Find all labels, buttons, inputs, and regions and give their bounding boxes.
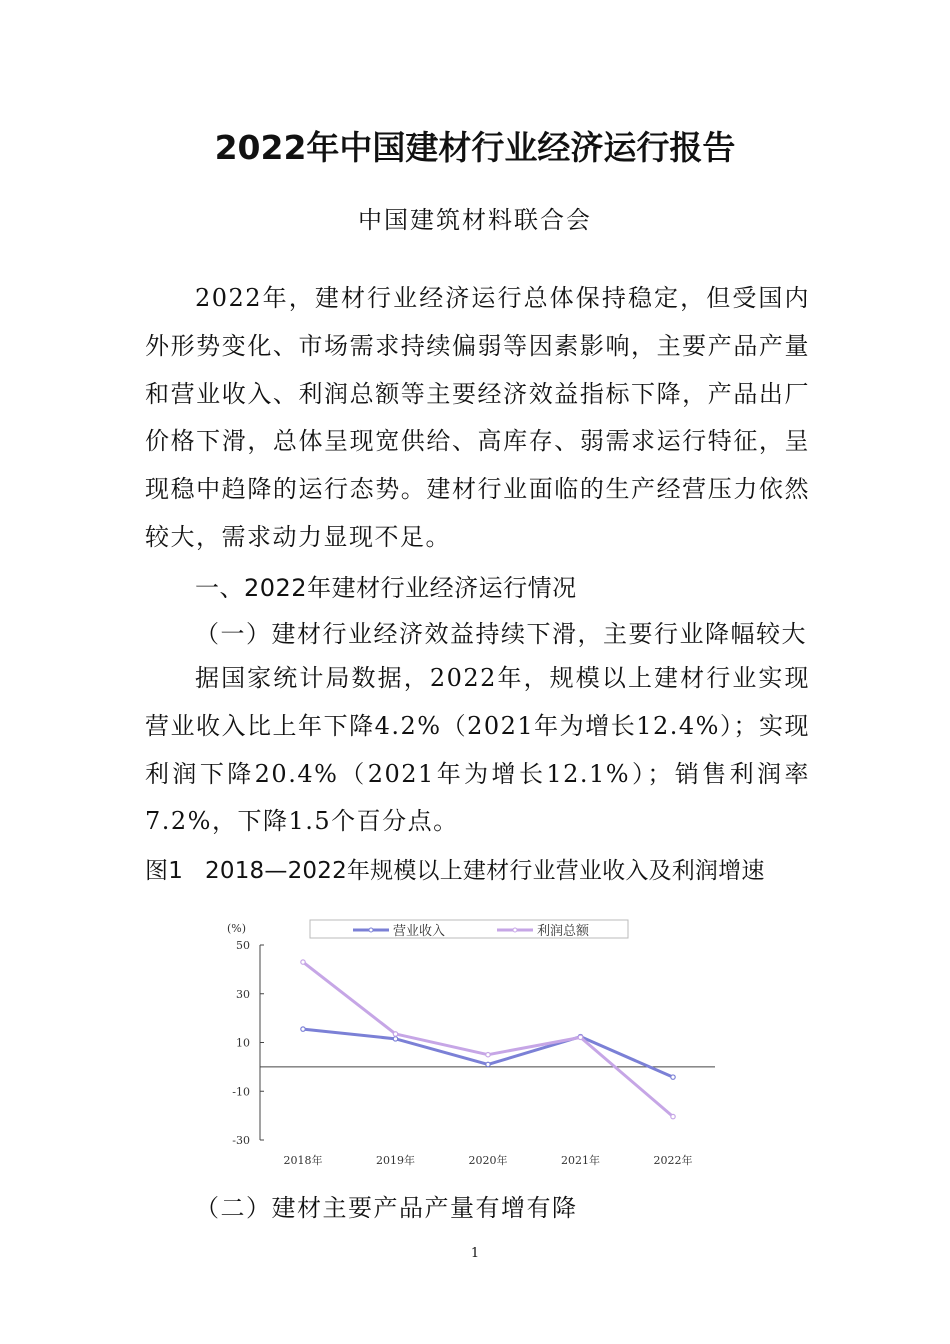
subsection-heading-2: （二）建材主要产品产量有增有降 xyxy=(195,1194,578,1222)
data-point xyxy=(671,1075,675,1079)
legend-label: 利润总额 xyxy=(537,924,590,939)
chart-axes xyxy=(232,939,715,1147)
subsection-heading: （一）建材行业经济效益持续下滑，主要行业降幅较大 xyxy=(195,620,807,648)
figure-number: 图1 xyxy=(145,858,184,884)
y-tick-label: 30 xyxy=(236,987,250,1001)
legend-marker xyxy=(369,928,373,932)
subsection-paragraph: 据国家统计局数据，2022年，规模以上建材行业实现营业收入比上年下降4.2%（2021年为增长12.4%）；实现利润下降20.4%（2021年为增长12.1%）；销售利润率7.2%，下降1.5个百分点。 xyxy=(145,664,810,836)
y-tick-label: -30 xyxy=(232,1134,250,1147)
data-point xyxy=(578,1035,582,1039)
section-heading: 一、2022年建材行业经济运行情况 xyxy=(195,574,577,602)
y-tick-label: 10 xyxy=(236,1036,250,1050)
series-line-2 xyxy=(303,962,673,1117)
chart-canvas xyxy=(215,910,715,1175)
data-point xyxy=(393,1032,397,1036)
data-point xyxy=(486,1062,490,1066)
data-point xyxy=(301,1027,305,1031)
x-tick-label: 2021年 xyxy=(561,1154,600,1167)
data-point xyxy=(393,1037,397,1041)
chart-legend xyxy=(310,920,628,939)
x-tick-label: 2019年 xyxy=(376,1154,415,1167)
x-tick-label: 2020年 xyxy=(468,1154,508,1167)
chart-series xyxy=(301,960,675,1119)
data-point xyxy=(301,960,305,964)
document-author: 中国建筑材料联合会 xyxy=(358,206,592,234)
y-unit-label: (%) xyxy=(227,922,247,935)
legend-marker xyxy=(513,928,517,932)
growth-chart xyxy=(215,910,715,1175)
data-point xyxy=(671,1114,675,1118)
intro-paragraph: 2022年，建材行业经济运行总体保持稳定，但受国内外形势变化、市场需求持续偏弱等因素影响，主要产品产量和营业收入、利润总额等主要经济效益指标下降，产品出厂价格下滑，总体呈现宽供给、高库存、弱需求运行特征，呈现稳中趋降的运行态势。建材行业面临的生产经营压力依然较大，需求动力显现不足。 xyxy=(145,284,810,551)
figure-caption xyxy=(145,852,815,885)
y-tick-label: 50 xyxy=(236,939,250,952)
data-point xyxy=(486,1052,490,1056)
legend-label: 营业收入 xyxy=(393,924,446,939)
y-tick-label: -10 xyxy=(232,1085,250,1099)
x-tick-label: 2022年 xyxy=(653,1154,693,1167)
x-tick-label: 2018年 xyxy=(283,1154,323,1167)
document-title: 2022年中国建材行业经济运行报告 xyxy=(214,128,736,167)
figure-title: 2018—2022年规模以上建材行业营业收入及利润增速 xyxy=(205,858,765,884)
x-tick-labels xyxy=(284,1153,693,1167)
page-number: 1 xyxy=(470,1246,480,1261)
